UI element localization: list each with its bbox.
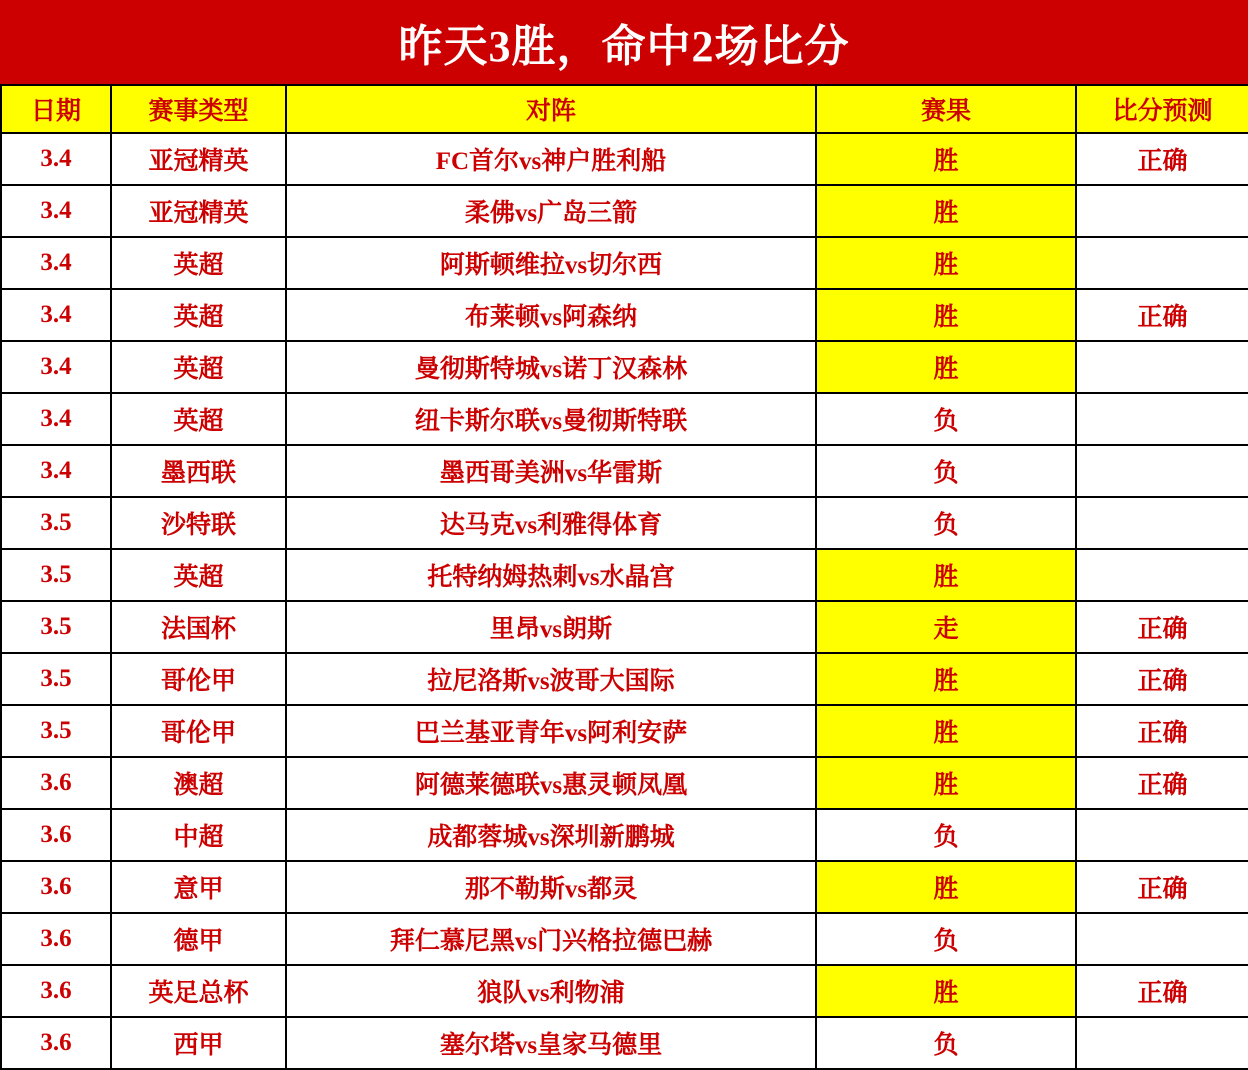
cell-date: 3.5 bbox=[1, 653, 111, 705]
cell-result: 胜 bbox=[816, 133, 1076, 185]
cell-league: 亚冠精英 bbox=[111, 185, 286, 237]
cell-match: 墨西哥美洲vs华雷斯 bbox=[286, 445, 816, 497]
cell-prediction bbox=[1076, 809, 1248, 861]
cell-prediction bbox=[1076, 185, 1248, 237]
cell-result: 负 bbox=[816, 913, 1076, 965]
table-row bbox=[1, 185, 1248, 237]
cell-prediction: 正确 bbox=[1076, 705, 1248, 757]
cell-match: 塞尔塔vs皇家马德里 bbox=[286, 1017, 816, 1069]
column-header-prediction: 比分预测 bbox=[1076, 85, 1248, 133]
cell-league: 英超 bbox=[111, 341, 286, 393]
cell-result: 胜 bbox=[816, 965, 1076, 1017]
cell-date: 3.6 bbox=[1, 913, 111, 965]
cell-prediction bbox=[1076, 913, 1248, 965]
cell-result: 胜 bbox=[816, 237, 1076, 289]
cell-league: 沙特联 bbox=[111, 497, 286, 549]
cell-prediction: 正确 bbox=[1076, 861, 1248, 913]
cell-prediction bbox=[1076, 237, 1248, 289]
cell-date: 3.6 bbox=[1, 1017, 111, 1069]
cell-date: 3.6 bbox=[1, 861, 111, 913]
cell-date: 3.6 bbox=[1, 757, 111, 809]
cell-match: FC首尔vs神户胜利船 bbox=[286, 133, 816, 185]
table-row bbox=[1, 861, 1248, 913]
cell-date: 3.4 bbox=[1, 237, 111, 289]
table-row bbox=[1, 601, 1248, 653]
cell-league: 意甲 bbox=[111, 861, 286, 913]
cell-prediction bbox=[1076, 497, 1248, 549]
table-row bbox=[1, 341, 1248, 393]
cell-result: 负 bbox=[816, 393, 1076, 445]
table-row bbox=[1, 393, 1248, 445]
cell-prediction: 正确 bbox=[1076, 289, 1248, 341]
cell-league: 法国杯 bbox=[111, 601, 286, 653]
table-row bbox=[1, 757, 1248, 809]
cell-result: 负 bbox=[816, 809, 1076, 861]
cell-result: 胜 bbox=[816, 341, 1076, 393]
cell-match: 拜仁慕尼黑vs门兴格拉德巴赫 bbox=[286, 913, 816, 965]
cell-league: 英超 bbox=[111, 289, 286, 341]
table-row bbox=[1, 497, 1248, 549]
table-row bbox=[1, 133, 1248, 185]
cell-match: 阿斯顿维拉vs切尔西 bbox=[286, 237, 816, 289]
table-row bbox=[1, 1017, 1248, 1069]
table-row bbox=[1, 913, 1248, 965]
cell-match: 里昂vs朗斯 bbox=[286, 601, 816, 653]
table-row bbox=[1, 549, 1248, 601]
cell-prediction bbox=[1076, 1017, 1248, 1069]
cell-prediction: 正确 bbox=[1076, 757, 1248, 809]
cell-match: 布莱顿vs阿森纳 bbox=[286, 289, 816, 341]
table-row bbox=[1, 809, 1248, 861]
cell-date: 3.5 bbox=[1, 497, 111, 549]
cell-date: 3.4 bbox=[1, 133, 111, 185]
cell-result: 胜 bbox=[816, 861, 1076, 913]
cell-league: 哥伦甲 bbox=[111, 705, 286, 757]
cell-date: 3.6 bbox=[1, 809, 111, 861]
table-row bbox=[1, 445, 1248, 497]
cell-league: 英超 bbox=[111, 549, 286, 601]
cell-match: 柔佛vs广岛三箭 bbox=[286, 185, 816, 237]
cell-date: 3.4 bbox=[1, 393, 111, 445]
cell-prediction: 正确 bbox=[1076, 965, 1248, 1017]
column-header-result: 赛果 bbox=[816, 85, 1076, 133]
column-header-date: 日期 bbox=[1, 85, 111, 133]
cell-prediction bbox=[1076, 341, 1248, 393]
cell-match: 曼彻斯特城vs诺丁汉森林 bbox=[286, 341, 816, 393]
cell-league: 哥伦甲 bbox=[111, 653, 286, 705]
cell-result: 负 bbox=[816, 445, 1076, 497]
cell-date: 3.6 bbox=[1, 965, 111, 1017]
cell-date: 3.4 bbox=[1, 445, 111, 497]
column-header-match: 对阵 bbox=[286, 85, 816, 133]
cell-prediction: 正确 bbox=[1076, 653, 1248, 705]
cell-date: 3.4 bbox=[1, 341, 111, 393]
table-header-row bbox=[1, 85, 1248, 133]
table-row bbox=[1, 237, 1248, 289]
cell-match: 拉尼洛斯vs波哥大国际 bbox=[286, 653, 816, 705]
cell-league: 德甲 bbox=[111, 913, 286, 965]
cell-result: 胜 bbox=[816, 289, 1076, 341]
cell-date: 3.5 bbox=[1, 705, 111, 757]
cell-date: 3.4 bbox=[1, 289, 111, 341]
page-title: 昨天3胜，命中2场比分 bbox=[0, 0, 1248, 84]
cell-league: 中超 bbox=[111, 809, 286, 861]
table-row bbox=[1, 965, 1248, 1017]
cell-league: 英足总杯 bbox=[111, 965, 286, 1017]
cell-prediction: 正确 bbox=[1076, 601, 1248, 653]
column-header-league: 赛事类型 bbox=[111, 85, 286, 133]
cell-match: 托特纳姆热刺vs水晶宫 bbox=[286, 549, 816, 601]
cell-match: 达马克vs利雅得体育 bbox=[286, 497, 816, 549]
cell-league: 墨西联 bbox=[111, 445, 286, 497]
cell-result: 胜 bbox=[816, 653, 1076, 705]
cell-prediction bbox=[1076, 549, 1248, 601]
cell-result: 胜 bbox=[816, 705, 1076, 757]
cell-match: 成都蓉城vs深圳新鹏城 bbox=[286, 809, 816, 861]
cell-match: 那不勒斯vs都灵 bbox=[286, 861, 816, 913]
cell-result: 胜 bbox=[816, 757, 1076, 809]
cell-prediction: 正确 bbox=[1076, 133, 1248, 185]
cell-league: 澳超 bbox=[111, 757, 286, 809]
cell-date: 3.5 bbox=[1, 601, 111, 653]
table-row bbox=[1, 705, 1248, 757]
cell-league: 英超 bbox=[111, 393, 286, 445]
cell-match: 纽卡斯尔联vs曼彻斯特联 bbox=[286, 393, 816, 445]
table-body bbox=[1, 133, 1248, 1069]
cell-league: 亚冠精英 bbox=[111, 133, 286, 185]
cell-result: 负 bbox=[816, 1017, 1076, 1069]
cell-prediction bbox=[1076, 445, 1248, 497]
cell-league: 英超 bbox=[111, 237, 286, 289]
cell-date: 3.4 bbox=[1, 185, 111, 237]
cell-result: 走 bbox=[816, 601, 1076, 653]
cell-result: 胜 bbox=[816, 549, 1076, 601]
cell-result: 胜 bbox=[816, 185, 1076, 237]
cell-result: 负 bbox=[816, 497, 1076, 549]
cell-match: 狼队vs利物浦 bbox=[286, 965, 816, 1017]
table-row bbox=[1, 289, 1248, 341]
cell-league: 西甲 bbox=[111, 1017, 286, 1069]
cell-prediction bbox=[1076, 393, 1248, 445]
match-table bbox=[0, 84, 1248, 1070]
cell-date: 3.5 bbox=[1, 549, 111, 601]
cell-match: 巴兰基亚青年vs阿利安萨 bbox=[286, 705, 816, 757]
table-row bbox=[1, 653, 1248, 705]
cell-match: 阿德莱德联vs惠灵顿凤凰 bbox=[286, 757, 816, 809]
